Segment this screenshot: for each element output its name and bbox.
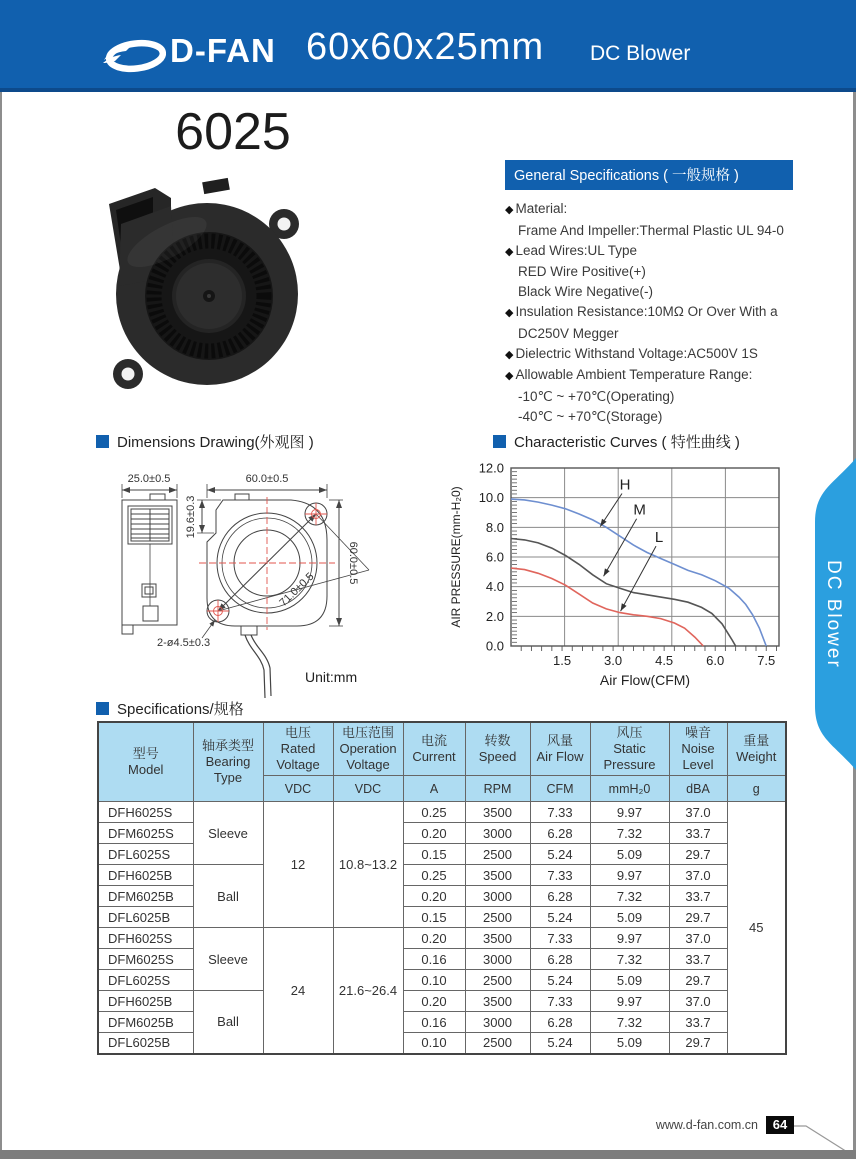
spec-item-text: Black Wire Negative(-) xyxy=(518,284,654,300)
cell-model: DFL6025B xyxy=(98,907,193,928)
dimensions-drawing xyxy=(95,450,445,702)
col-unit: VDC xyxy=(333,776,403,802)
cell-operation-voltage: 10.8~13.2 xyxy=(333,802,403,928)
page-left-border xyxy=(0,0,2,1159)
model-number-title: 6025 xyxy=(175,103,291,161)
cell-rated-voltage: 12 xyxy=(263,802,333,928)
cell-static-pressure: 5.09 xyxy=(590,970,669,991)
cell-bearing-type: Ball xyxy=(193,865,263,928)
y-tick-label: 6.0 xyxy=(485,549,504,565)
spec-item xyxy=(505,221,793,241)
curve-arrow-head xyxy=(604,568,610,576)
col-unit: CFM xyxy=(530,776,590,802)
spec-item xyxy=(505,282,793,302)
cell-model: DFL6025S xyxy=(98,970,193,991)
top-banner xyxy=(0,0,856,92)
cell-model: DFL6025B xyxy=(98,1033,193,1054)
col-header: 重量 Weight xyxy=(727,722,786,776)
y-tick-label: 0.0 xyxy=(485,638,504,654)
col-unit: dBA xyxy=(669,776,727,802)
cell-model: DFM6025B xyxy=(98,1012,193,1033)
brand-name: D-FAN xyxy=(170,32,276,69)
table-row xyxy=(98,865,786,886)
cell-static-pressure: 5.09 xyxy=(590,844,669,865)
x-tick-label: 6.0 xyxy=(706,653,725,668)
section-bullet-icon xyxy=(96,435,109,448)
spec-item-text: -40℃ ~ +70℃(Storage) xyxy=(518,408,663,424)
cell-noise-level: 37.0 xyxy=(669,865,727,886)
section-heading-dimensions xyxy=(96,431,314,452)
cell-static-pressure: 5.09 xyxy=(590,1033,669,1054)
section-heading-label: Specifications/规格 xyxy=(117,701,244,718)
cell-bearing-type: Sleeve xyxy=(193,928,263,991)
cell-noise-level: 37.0 xyxy=(669,991,727,1012)
cell-speed: 3500 xyxy=(465,928,530,949)
cell-current: 0.20 xyxy=(403,991,465,1012)
cell-rated-voltage: 24 xyxy=(263,928,333,1054)
cell-model: DFM6025S xyxy=(98,823,193,844)
cell-air-flow: 5.24 xyxy=(530,907,590,928)
cell-noise-level: 29.7 xyxy=(669,970,727,991)
cell-static-pressure: 7.32 xyxy=(590,823,669,844)
fan-swoosh-logo-icon xyxy=(102,36,166,76)
spec-item xyxy=(505,241,793,263)
characteristic-curves-chart xyxy=(447,446,793,692)
diamond-bullet-icon: ◆ xyxy=(505,370,514,383)
cell-model: DFH6025S xyxy=(98,928,193,949)
cell-static-pressure: 9.97 xyxy=(590,865,669,886)
cell-model: DFH6025S xyxy=(98,802,193,823)
section-bullet-icon xyxy=(96,702,109,715)
col-header: 转数 Speed xyxy=(465,722,530,776)
cell-noise-level: 29.7 xyxy=(669,844,727,865)
curve-L xyxy=(511,568,703,646)
diamond-bullet-icon: ◆ xyxy=(505,204,514,216)
cell-noise-level: 37.0 xyxy=(669,928,727,949)
col-header: 风量 Air Flow xyxy=(530,722,590,776)
col-header: 风压 Static Pressure xyxy=(590,722,669,776)
specifications-table xyxy=(97,721,787,1055)
spec-item-text: Material: xyxy=(515,201,568,216)
cell-air-flow: 6.28 xyxy=(530,949,590,970)
col-header: 电流 Current xyxy=(403,722,465,776)
side-tab-label: DC Blower xyxy=(823,559,844,669)
cell-current: 0.20 xyxy=(403,886,465,907)
x-axis-label: Air Flow(CFM) xyxy=(599,672,691,688)
fan-size-title: 60x60x25mm xyxy=(306,26,545,68)
spec-item-text: Insulation Resistance:10MΩ Or Over With a xyxy=(515,303,778,319)
x-tick-label: 7.5 xyxy=(757,653,776,668)
cell-speed: 2500 xyxy=(465,907,530,928)
cell-air-flow: 7.33 xyxy=(530,802,590,823)
general-specs-title: General Specifications ( 一般规格 ) xyxy=(505,160,793,190)
spec-item-text: Lead Wires:UL Type xyxy=(515,242,638,258)
cell-speed: 3000 xyxy=(465,886,530,907)
col-header: 噪音 Noise Level xyxy=(669,722,727,776)
cell-bearing-type: Ball xyxy=(193,991,263,1054)
spec-item xyxy=(505,407,793,427)
col-unit: mmH₂0 xyxy=(590,776,669,802)
cell-current: 0.20 xyxy=(403,823,465,844)
cell-current: 0.10 xyxy=(403,970,465,991)
spec-item xyxy=(505,324,793,344)
curve-M xyxy=(511,539,736,647)
spec-item-text: DC250V Megger xyxy=(518,325,619,341)
table-row xyxy=(98,928,786,949)
spec-item xyxy=(505,387,793,407)
section-heading-label: Characteristic Curves ( 特性曲线 ) xyxy=(514,434,740,451)
cell-static-pressure: 9.97 xyxy=(590,928,669,949)
cell-air-flow: 7.33 xyxy=(530,865,590,886)
diamond-bullet-icon: ◆ xyxy=(505,306,514,319)
spec-item xyxy=(505,199,793,221)
diamond-bullet-icon: ◆ xyxy=(505,348,514,361)
cell-speed: 3500 xyxy=(465,991,530,1012)
col-unit: g xyxy=(727,776,786,802)
cell-air-flow: 7.33 xyxy=(530,991,590,1012)
cell-static-pressure: 7.32 xyxy=(590,949,669,970)
dim-front-height: 60.0±0.5 xyxy=(347,541,359,585)
cell-current: 0.10 xyxy=(403,1033,465,1054)
y-tick-label: 10.0 xyxy=(478,490,504,506)
cell-model: DFH6025B xyxy=(98,991,193,1012)
cell-speed: 3500 xyxy=(465,865,530,886)
col-header: 电压范围 Operation Voltage xyxy=(333,722,403,776)
cell-speed: 3000 xyxy=(465,823,530,844)
cell-model: DFM6025S xyxy=(98,949,193,970)
cell-speed: 2500 xyxy=(465,1033,530,1054)
cell-current: 0.15 xyxy=(403,844,465,865)
cell-noise-level: 29.7 xyxy=(669,1033,727,1054)
cell-noise-level: 33.7 xyxy=(669,1012,727,1033)
category-title: DC Blower xyxy=(590,42,691,65)
cell-speed: 3500 xyxy=(465,802,530,823)
spec-item-text: Frame And Impeller:Thermal Plastic UL 94-0 xyxy=(518,222,784,238)
cell-current: 0.16 xyxy=(403,949,465,970)
cell-air-flow: 5.24 xyxy=(530,970,590,991)
cell-noise-level: 33.7 xyxy=(669,949,727,970)
cell-speed: 2500 xyxy=(465,970,530,991)
cell-static-pressure: 9.97 xyxy=(590,802,669,823)
cell-speed: 3000 xyxy=(465,1012,530,1033)
product-photo xyxy=(95,166,300,404)
dim-front-width: 60.0±0.5 xyxy=(245,473,289,485)
drawing-unit-label: Unit:mm xyxy=(305,669,358,685)
cell-operation-voltage: 21.6~26.4 xyxy=(333,928,403,1054)
y-tick-label: 4.0 xyxy=(485,579,504,595)
cell-static-pressure: 7.32 xyxy=(590,1012,669,1033)
y-tick-label: 2.0 xyxy=(485,608,504,624)
page-number-badge: 64 xyxy=(766,1116,794,1134)
dim-inlet-height: 19.6±0.3 xyxy=(185,495,197,539)
side-tab-dc-blower[interactable] xyxy=(800,456,856,772)
spec-item-text: -10℃ ~ +70℃(Operating) xyxy=(518,389,675,405)
cell-speed: 3000 xyxy=(465,949,530,970)
spec-item xyxy=(505,344,793,366)
cell-current: 0.20 xyxy=(403,928,465,949)
cell-current: 0.25 xyxy=(403,802,465,823)
dim-holes: 2-ø4.5±0.3 xyxy=(157,637,211,649)
cell-current: 0.16 xyxy=(403,1012,465,1033)
curve-label-H: H xyxy=(619,476,631,494)
section-heading-label: Dimensions Drawing(外观图 ) xyxy=(117,434,314,451)
col-header: 电压 Rated Voltage xyxy=(263,722,333,776)
diamond-bullet-icon: ◆ xyxy=(505,245,514,258)
y-tick-label: 12.0 xyxy=(478,460,504,476)
col-header: 轴承类型 Bearing Type xyxy=(193,722,263,802)
spec-item xyxy=(505,365,793,387)
general-specs-panel xyxy=(505,160,793,427)
cell-air-flow: 7.33 xyxy=(530,928,590,949)
curve-label-L: L xyxy=(654,529,664,547)
cell-model: DFH6025B xyxy=(98,865,193,886)
spec-item-text: Allowable Ambient Temperature Range: xyxy=(515,367,753,383)
cell-current: 0.15 xyxy=(403,907,465,928)
cell-noise-level: 33.7 xyxy=(669,823,727,844)
curve-label-M: M xyxy=(633,501,646,519)
curve-H xyxy=(511,499,766,646)
curve-arrow-line xyxy=(621,546,656,611)
general-specs-list xyxy=(505,199,793,427)
col-header: 型号 Model xyxy=(98,722,193,802)
curve-arrow-head xyxy=(621,603,627,611)
cell-static-pressure: 9.97 xyxy=(590,991,669,1012)
dim-side-width: 25.0±0.5 xyxy=(127,473,171,485)
cell-model: DFM6025B xyxy=(98,886,193,907)
cell-air-flow: 6.28 xyxy=(530,823,590,844)
cell-bearing-type: Sleeve xyxy=(193,802,263,865)
x-tick-label: 4.5 xyxy=(655,653,674,668)
col-unit: A xyxy=(403,776,465,802)
cell-air-flow: 6.28 xyxy=(530,1012,590,1033)
cell-noise-level: 29.7 xyxy=(669,907,727,928)
website-link[interactable]: www.d-fan.com.cn xyxy=(655,1118,758,1132)
cell-weight: 45 xyxy=(727,802,786,1054)
cell-static-pressure: 5.09 xyxy=(590,907,669,928)
spec-item-text: RED Wire Positive(+) xyxy=(518,264,646,280)
y-tick-label: 8.0 xyxy=(485,519,504,535)
cell-static-pressure: 7.32 xyxy=(590,886,669,907)
x-tick-label: 3.0 xyxy=(604,653,623,668)
col-unit: RPM xyxy=(465,776,530,802)
cell-noise-level: 37.0 xyxy=(669,802,727,823)
col-unit: VDC xyxy=(263,776,333,802)
spec-item xyxy=(505,302,793,324)
cell-model: DFL6025S xyxy=(98,844,193,865)
table-row xyxy=(98,802,786,823)
cell-speed: 2500 xyxy=(465,844,530,865)
cell-air-flow: 5.24 xyxy=(530,844,590,865)
spec-item xyxy=(505,262,793,282)
cell-air-flow: 5.24 xyxy=(530,1033,590,1054)
dim-diagonal: 71.0±0.5 xyxy=(277,570,317,610)
y-axis-label: AIR PRESSURE(mm-H₂0) xyxy=(449,486,463,628)
spec-item-text: Dielectric Withstand Voltage:AC500V 1S xyxy=(515,345,758,361)
table-row xyxy=(98,991,786,1012)
page-bottom-bar xyxy=(0,1150,856,1159)
cell-current: 0.25 xyxy=(403,865,465,886)
cell-noise-level: 33.7 xyxy=(669,886,727,907)
cell-air-flow: 6.28 xyxy=(530,886,590,907)
x-tick-label: 1.5 xyxy=(553,653,572,668)
